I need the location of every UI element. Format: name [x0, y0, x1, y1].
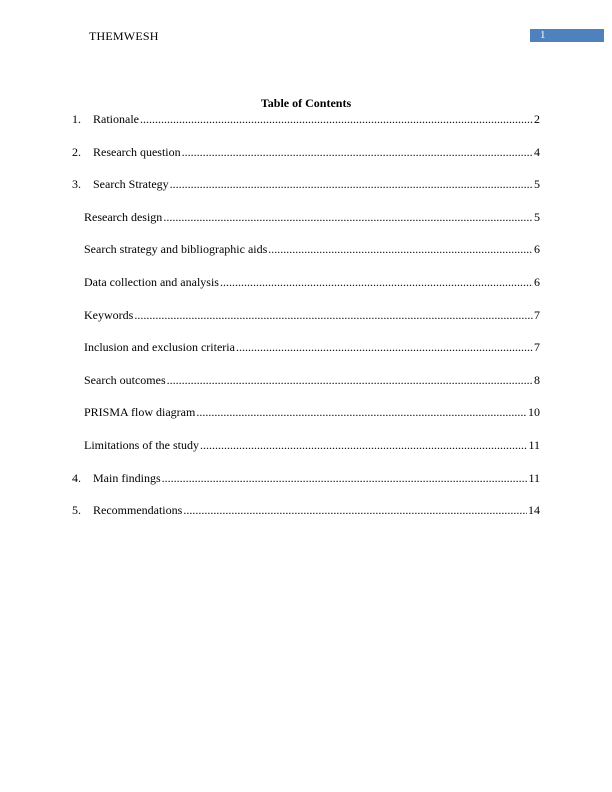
toc-entry-label: Keywords [84, 308, 134, 322]
toc-dot-leader [268, 242, 533, 256]
toc-entry-main-findings[interactable] [72, 471, 540, 485]
toc-dot-leader [236, 340, 533, 354]
toc-entry-label: Inclusion and exclusion criteria [84, 340, 235, 354]
toc-entry-label: Research design [84, 210, 163, 224]
toc-entry-page: 14 [528, 503, 540, 517]
toc-entry-number: 2. [72, 145, 81, 159]
toc-dot-leader [183, 503, 527, 517]
toc-entry-label: Research question [93, 145, 181, 159]
page-number: 1 [540, 29, 546, 41]
toc-entry-inclusion-exclusion[interactable] [84, 340, 540, 354]
toc-entry-label: Search strategy and bibliographic aids [84, 242, 268, 256]
toc-entry-page: 8 [534, 373, 540, 387]
toc-dot-leader [220, 275, 533, 289]
toc-entry-page: 5 [534, 210, 540, 224]
toc-dot-leader [182, 145, 533, 159]
toc-dot-leader [200, 438, 527, 452]
toc-entry-label: Search Strategy [93, 177, 169, 191]
toc-entry-page: 10 [528, 405, 540, 419]
toc-dot-leader [170, 177, 533, 191]
toc-entry-keywords[interactable] [84, 308, 540, 322]
toc-entry-page: 4 [534, 145, 540, 159]
toc-entry-label: Data collection and analysis [84, 275, 219, 289]
toc-entry-rationale[interactable] [72, 112, 540, 126]
toc-entry-search-strategy[interactable] [72, 177, 540, 191]
toc-entry-page: 11 [528, 471, 540, 485]
toc-dot-leader [162, 471, 528, 485]
toc-entry-label: Rationale [93, 112, 139, 126]
toc-dot-leader [163, 210, 533, 224]
toc-entry-label: Recommendations [93, 503, 183, 517]
toc-entry-research-question[interactable] [72, 145, 540, 159]
toc-dot-leader [196, 405, 527, 419]
toc-entry-search-outcomes[interactable] [84, 373, 540, 387]
toc-entry-research-design[interactable] [84, 210, 540, 224]
toc-entry-search-strategy-aids[interactable] [84, 242, 540, 256]
toc-entry-label: Search outcomes [84, 373, 166, 387]
toc-entry-page: 6 [534, 242, 540, 256]
toc-entry-number: 4. [72, 471, 81, 485]
toc-entry-data-collection[interactable] [84, 275, 540, 289]
toc-entry-number: 5. [72, 503, 81, 517]
toc-entry-page: 6 [534, 275, 540, 289]
toc-entry-label: Limitations of the study [84, 438, 199, 452]
toc-entry-number: 1. [72, 112, 81, 126]
toc-entry-number: 3. [72, 177, 81, 191]
toc-dot-leader [134, 308, 533, 322]
toc-entry-recommendations[interactable] [72, 503, 540, 517]
toc-entry-label: PRISMA flow diagram [84, 405, 196, 419]
toc-entry-page: 7 [534, 340, 540, 354]
toc-entry-page: 2 [534, 112, 540, 126]
toc-entry-label: Main findings [93, 471, 161, 485]
toc-entry-limitations[interactable] [84, 438, 540, 452]
toc-dot-leader [167, 373, 533, 387]
toc-entry-page: 7 [534, 308, 540, 322]
toc-heading: Table of Contents [260, 96, 352, 110]
header-title: THEMWESH [89, 29, 159, 43]
toc-entry-page: 5 [534, 177, 540, 191]
toc-entry-prisma[interactable] [84, 405, 540, 419]
toc-dot-leader [140, 112, 533, 126]
toc-entry-page: 11 [528, 438, 540, 452]
